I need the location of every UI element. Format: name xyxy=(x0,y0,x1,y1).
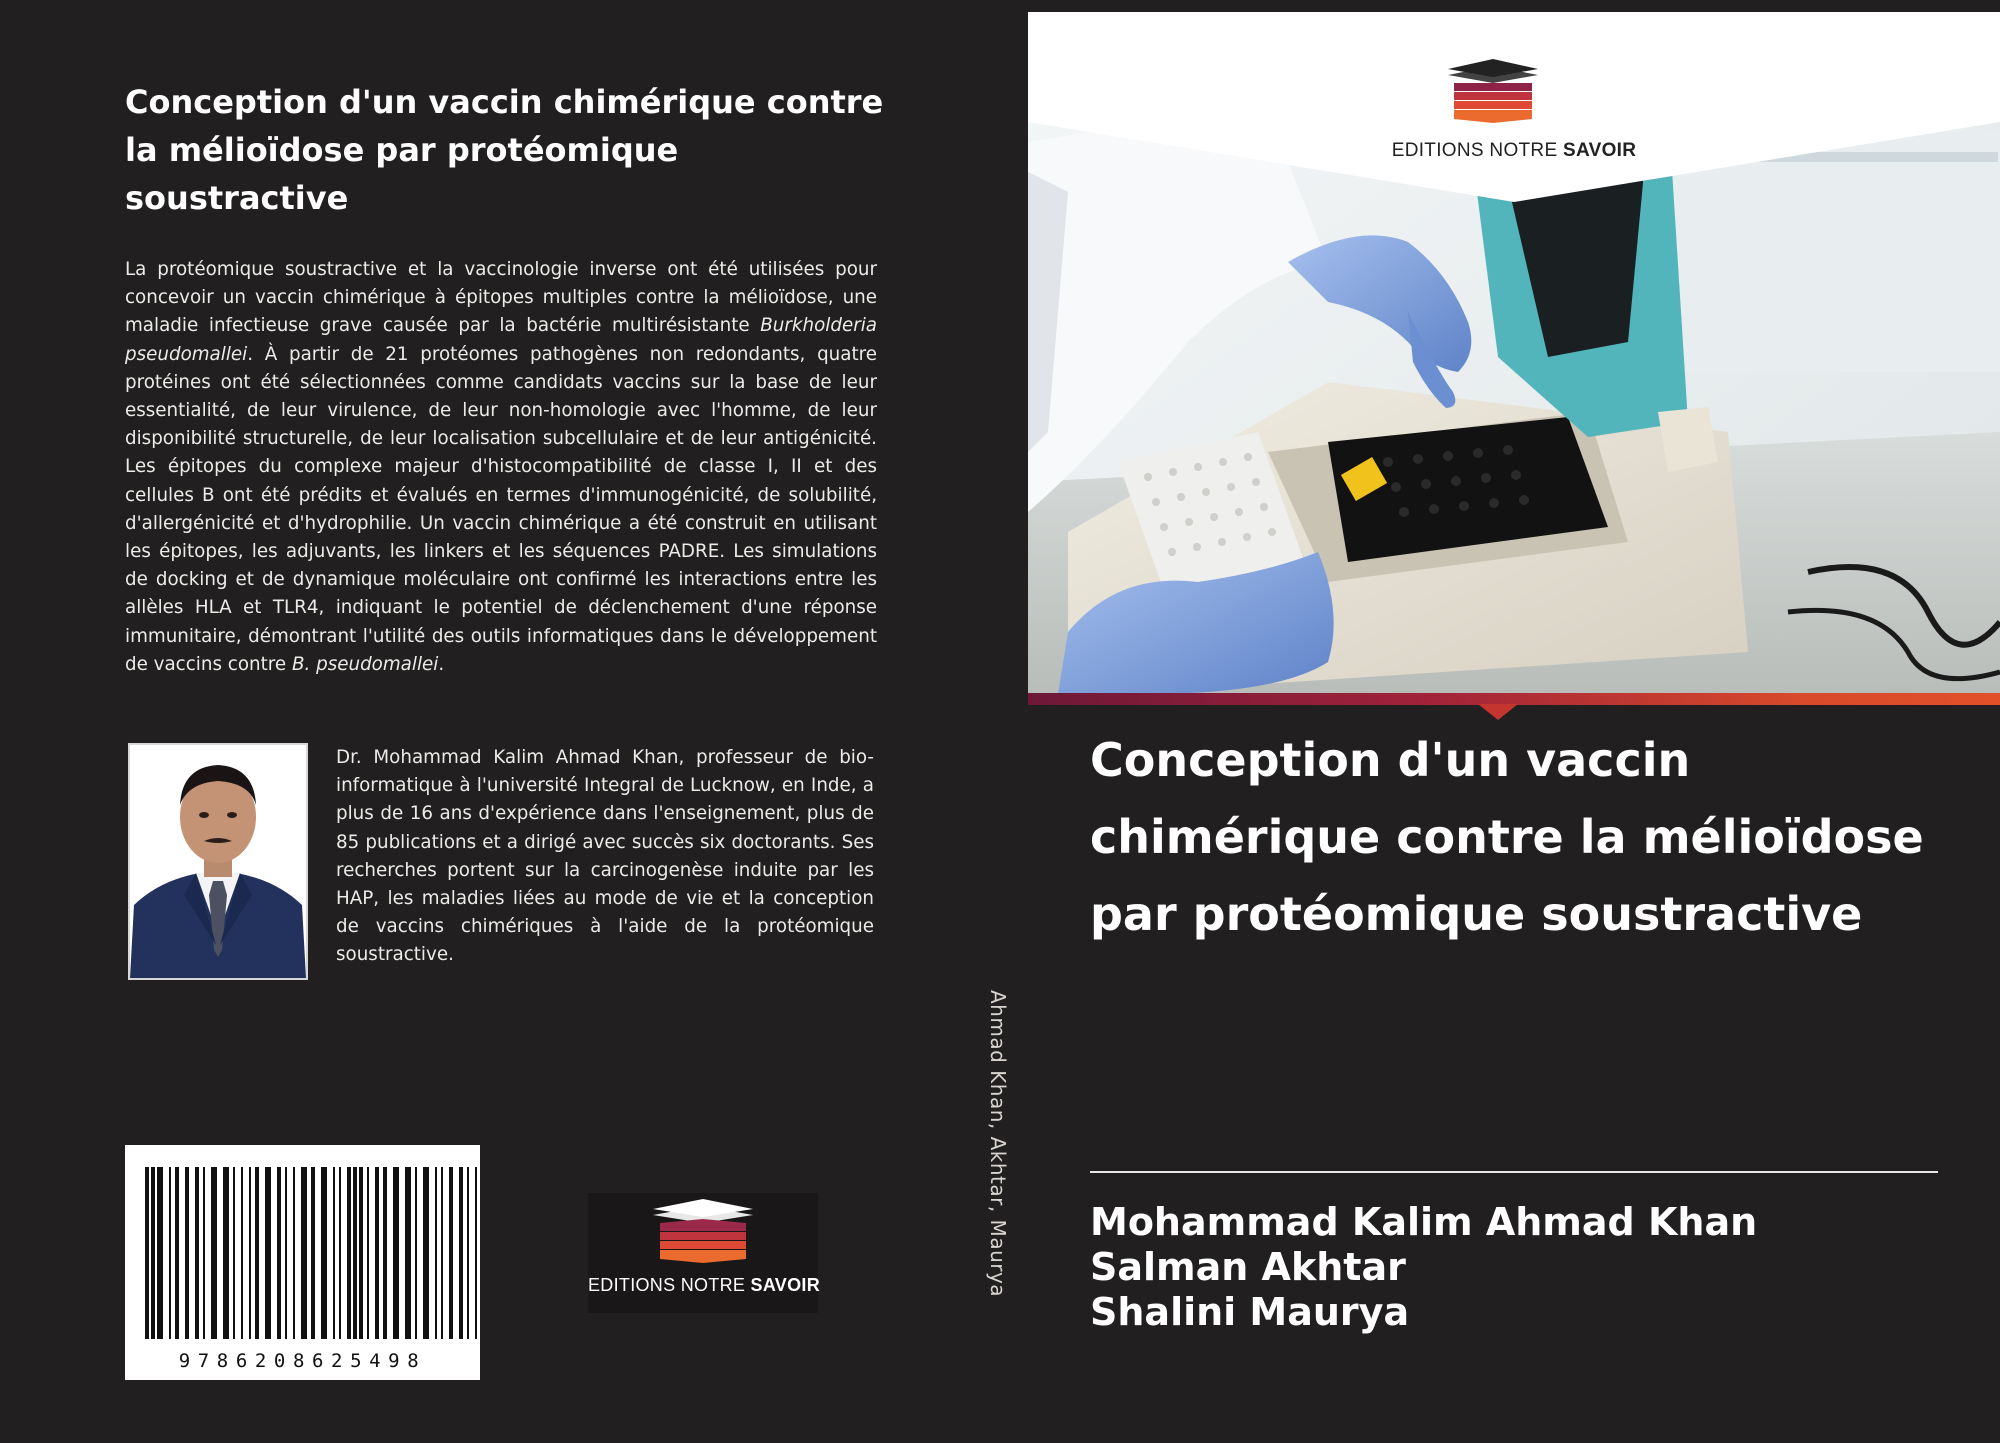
barcode-bar xyxy=(441,1167,443,1339)
barcode-bar xyxy=(233,1167,235,1339)
barcode-bar xyxy=(339,1167,341,1339)
barcode-bar xyxy=(347,1167,351,1339)
barcode-bar xyxy=(255,1167,259,1339)
isbn-barcode xyxy=(125,1145,480,1380)
barcode-bar xyxy=(333,1167,335,1339)
front-authors xyxy=(1090,1200,1757,1335)
blurb-part-2: . À partir de 21 protéomes pathogènes non redondants, quatre protéines ont été sélectionnées comme candidats vaccins sur la base de leur essentialité, de leur virulence, de leur non-homologie avec l'homme, de leur disponibilité structurelle, de leur localisation subcellulaire et de leur antigénicité. Les épitopes du complexe majeur d'histocompatibilité de classe I, II et des cellules B ont été prédits et évalués en termes d'immunogénicité, de solubilité, d'allergénicité et d'hydrophilie. Un vaccin chimérique a été construit en utilisant les épitopes, les adjuvants, les linkers et les séquences PADRE. Les simulations de docking et de dynamique moléculaire ont confirmé les interactions entre les allèles HLA et TLR4, indiquant le potentiel de déclenchement d'une réponse immunitaire, démontrant l'utilité des outils informatiques dans le développement de vaccins contre xyxy=(125,343,877,675)
author-name: Mohammad Kalim Ahmad Khan xyxy=(1090,1200,1758,1244)
back-cover-blurb xyxy=(125,256,877,679)
blurb-species-short: B. pseudomallei xyxy=(291,653,439,675)
barcode-bar xyxy=(293,1167,295,1339)
barcode-bars xyxy=(125,1145,480,1380)
front-book-stack-icon xyxy=(1448,59,1538,123)
barcode-bar xyxy=(223,1167,229,1339)
barcode-bar xyxy=(285,1167,287,1339)
barcode-bar xyxy=(375,1167,379,1339)
barcode-bar xyxy=(393,1167,399,1339)
barcode-bar xyxy=(449,1167,453,1339)
barcode-bar xyxy=(265,1167,271,1339)
barcode-bar xyxy=(415,1167,417,1339)
barcode-bar xyxy=(211,1167,217,1339)
barcode-bar xyxy=(359,1167,363,1339)
barcode-bar xyxy=(321,1167,327,1339)
barcode-bar xyxy=(157,1167,161,1339)
front-publisher-name-bold: SAVOIR xyxy=(1563,140,1637,161)
author-bio: Dr. Mohammad Kalim Ahmad Khan, professeur de bio-informatique à l'université Integral de Lucknow, en Inde, a plus de 16 ans d'expérience dans l'enseignement, plus de 85 publications et a dirigé avec succès six doctorants. Ses recherches portent sur la carcinogenèse induite par les HAP, les maladies liées au mode de vie et la conception de vaccins chimériques à l'aide de la protéomique soustractive. xyxy=(336,747,874,966)
front-cover-title: Conception d'un vaccin chimérique contre la mélioïdose par protéomique soustractive xyxy=(1090,733,1924,941)
barcode-bar xyxy=(161,1167,163,1339)
back-publisher-name xyxy=(588,1275,818,1296)
barcode-bar xyxy=(195,1167,199,1339)
front-publisher-name-regular: EDITIONS NOTRE xyxy=(1391,140,1564,161)
title-author-divider xyxy=(1090,1171,1938,1173)
accent-notch xyxy=(1478,704,1518,720)
barcode-bar xyxy=(151,1167,155,1339)
publisher-name-regular: EDITIONS NOTRE xyxy=(588,1275,751,1295)
barcode-bar xyxy=(353,1167,357,1339)
spine-authors: Ahmad Khan, Akhtar, Maurya xyxy=(986,990,1010,1298)
barcode-bar xyxy=(467,1167,469,1339)
barcode-bar xyxy=(185,1167,189,1339)
barcode-bar xyxy=(405,1167,411,1339)
lab-scene-illustration xyxy=(1028,12,2000,694)
barcode-bar xyxy=(423,1167,429,1339)
blurb-part-3: . xyxy=(438,653,445,675)
publisher-name-bold: SAVOIR xyxy=(750,1275,820,1295)
barcode-bar xyxy=(249,1167,251,1339)
barcode-bar xyxy=(367,1167,369,1339)
barcode-bar xyxy=(475,1167,477,1339)
author-name: Shalini Maurya xyxy=(1090,1290,1410,1334)
barcode-bar xyxy=(169,1167,171,1339)
barcode-bar xyxy=(459,1167,463,1339)
front-publisher-name xyxy=(1028,140,2000,162)
back-cover-title: Conception d'un vaccin chimérique contre la mélioïdose par protéomique soustractive xyxy=(125,83,884,217)
barcode-bar xyxy=(277,1167,281,1339)
barcode-bar xyxy=(145,1167,149,1339)
author-photo xyxy=(128,743,308,980)
author-name: Salman Akhtar xyxy=(1090,1245,1406,1289)
barcode-bar xyxy=(383,1167,387,1339)
barcode-bar xyxy=(301,1167,307,1339)
barcode-bar xyxy=(241,1167,243,1339)
blurb-part-1: La protéomique soustractive et la vaccinologie inverse ont été utilisées pour concevoir un vaccin chimérique à épitopes multiples contre la mélioïdose, une maladie infectieuse grave causée par la bactérie multirésistante xyxy=(125,259,877,337)
barcode-bar xyxy=(311,1167,315,1339)
barcode-bar xyxy=(175,1167,179,1339)
blurb-species: Burkholderia pseudomallei xyxy=(125,315,877,365)
barcode-bar xyxy=(435,1167,437,1339)
isbn-digits: 9786208625498 xyxy=(178,1350,427,1372)
back-publisher-logo xyxy=(588,1193,818,1313)
barcode-bar xyxy=(203,1167,205,1339)
cover-photo xyxy=(1028,12,2000,694)
